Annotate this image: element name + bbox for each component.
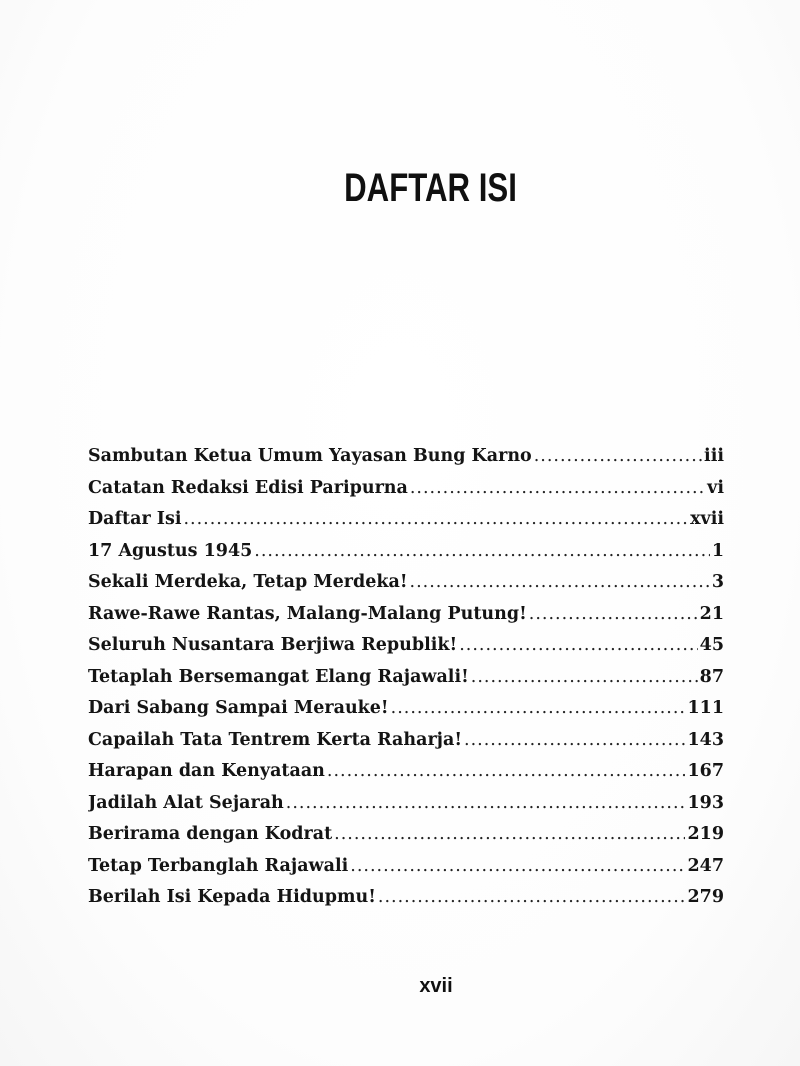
toc-leader-dots bbox=[350, 856, 685, 876]
toc-entry-title: Jadilah Alat Sejarah bbox=[88, 792, 284, 813]
page-title: DAFTAR ISI bbox=[344, 166, 517, 210]
toc-entry-title: Seluruh Nusantara Berjiwa Republik! bbox=[88, 635, 458, 655]
toc-entry bbox=[88, 761, 724, 793]
toc-leader-dots bbox=[459, 635, 697, 655]
toc-entry-page: vi bbox=[707, 477, 724, 498]
toc-leader-dots bbox=[471, 667, 698, 687]
toc-entry-page: 219 bbox=[687, 824, 724, 844]
toc-entry bbox=[88, 730, 724, 762]
toc-entry bbox=[88, 887, 724, 919]
toc-leader-dots bbox=[529, 604, 698, 624]
toc-entry bbox=[88, 446, 724, 478]
toc-entry-page: 193 bbox=[687, 792, 724, 813]
toc-entry-title: Rawe-Rawe Rantas, Malang-Malang Putung! bbox=[88, 603, 527, 624]
toc-entry-page: 3 bbox=[711, 572, 724, 592]
toc-leader-dots bbox=[410, 478, 705, 498]
toc-entry-title: Tetap Terbanglah Rajawali bbox=[88, 855, 349, 876]
toc-entry bbox=[88, 667, 724, 699]
toc-leader-dots bbox=[327, 761, 686, 781]
toc-entry-page: 87 bbox=[699, 666, 724, 687]
toc-entry bbox=[88, 698, 724, 730]
toc-entry-page: 279 bbox=[687, 887, 724, 907]
toc-leader-dots bbox=[534, 446, 702, 466]
toc-entry-page: 21 bbox=[699, 603, 724, 624]
toc-entry-page: 247 bbox=[687, 855, 724, 876]
toc-entry-page: 167 bbox=[687, 761, 724, 781]
toc-entry-title: Daftar Isi bbox=[88, 509, 182, 529]
toc-entry bbox=[88, 478, 724, 510]
toc-entry-title: Sambutan Ketua Umum Yayasan Bung Karno bbox=[88, 446, 532, 466]
toc-entry bbox=[88, 509, 724, 541]
toc-leader-dots bbox=[286, 793, 686, 813]
toc-entry-title: Sekali Merdeka, Tetap Merdeka! bbox=[88, 572, 408, 592]
toc-entry-page: 111 bbox=[687, 698, 724, 718]
toc-entry-page: 45 bbox=[699, 635, 724, 655]
toc-entry bbox=[88, 856, 724, 888]
toc-leader-dots bbox=[378, 887, 686, 907]
toc-entry-title: Tetaplah Bersemangat Elang Rajawali! bbox=[88, 666, 469, 687]
toc-entry-title: Capailah Tata Tentrem Kerta Raharja! bbox=[88, 729, 463, 750]
toc-leader-dots bbox=[464, 730, 685, 750]
toc-entry-page: 1 bbox=[711, 540, 724, 561]
toc-entry bbox=[88, 635, 724, 667]
toc-entry-title: Harapan dan Kenyataan bbox=[88, 761, 325, 781]
toc-entry-page: 143 bbox=[687, 729, 724, 750]
toc-leader-dots bbox=[410, 572, 710, 592]
toc-leader-dots bbox=[391, 698, 686, 718]
toc-entry-title: Berirama dengan Kodrat bbox=[88, 824, 333, 844]
table-of-contents bbox=[88, 446, 724, 919]
toc-entry-title: 17 Agustus 1945 bbox=[88, 540, 253, 561]
page-number: xvii bbox=[419, 975, 453, 997]
toc-entry bbox=[88, 793, 724, 825]
toc-entry-page: xvii bbox=[690, 509, 724, 529]
toc-entry bbox=[88, 541, 724, 573]
toc-entry bbox=[88, 604, 724, 636]
toc-leader-dots bbox=[183, 509, 688, 529]
toc-entry-page: iii bbox=[704, 446, 724, 466]
toc-leader-dots bbox=[254, 541, 710, 561]
toc-entry bbox=[88, 824, 724, 856]
toc-entry bbox=[88, 572, 724, 604]
toc-entry-title: Berilah Isi Kepada Hidupmu! bbox=[88, 887, 376, 907]
toc-entry-title: Dari Sabang Sampai Merauke! bbox=[88, 698, 389, 718]
toc-entry-title: Catatan Redaksi Edisi Paripurna bbox=[88, 477, 408, 498]
toc-leader-dots bbox=[334, 824, 685, 844]
